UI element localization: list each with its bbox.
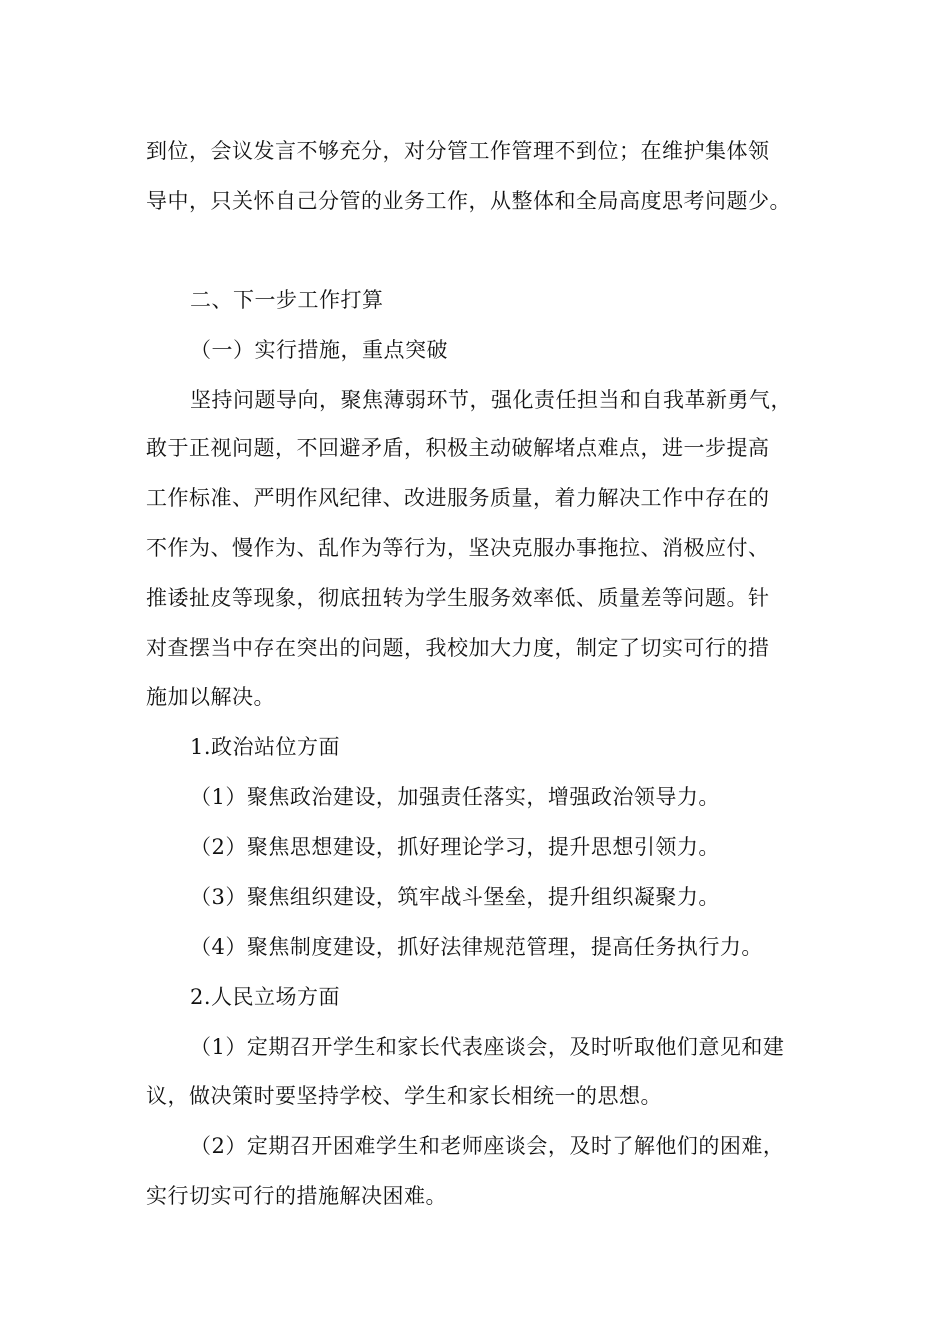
body-text-line: 工作标准、严明作风纪律、改进服务质量，着力解决工作中存在的: [146, 486, 770, 510]
subsection-heading: （一）实行措施，重点突破: [190, 338, 448, 362]
body-text-line: 导中，只关怀自己分管的业务工作，从整体和全局高度思考问题少。: [146, 189, 791, 213]
list-item: （2）聚焦思想建设，抓好理论学习，提升思想引领力。: [190, 835, 720, 859]
body-text-line: 不作为、慢作为、乱作为等行为，坚决克服办事拖拉、消极应付、: [146, 536, 770, 560]
list-item-continuation: 议，做决策时要坚持学校、学生和家长相统一的思想。: [146, 1084, 662, 1108]
body-text-line: 对查摆当中存在突出的问题，我校加大力度，制定了切实可行的措: [146, 636, 770, 660]
list-item: （3）聚焦组织建设，筑牢战斗堡垒，提升组织凝聚力。: [190, 885, 720, 909]
list-heading: 2.人民立场方面: [190, 985, 341, 1009]
body-text-line: 到位，会议发言不够充分，对分管工作管理不到位；在维护集体领: [146, 139, 770, 163]
list-item-continuation: 实行切实可行的措施解决困难。: [146, 1184, 447, 1208]
body-text-line: 推诿扯皮等现象，彻底扭转为学生服务效率低、质量差等问题。针: [146, 586, 770, 610]
body-text-line: 坚持问题导向，聚焦薄弱环节，强化责任担当和自我革新勇气，: [190, 388, 792, 412]
body-text-line: 施加以解决。: [146, 685, 275, 709]
body-text-line: 敢于正视问题，不回避矛盾，积极主动破解堵点难点，进一步提高: [146, 436, 770, 460]
list-item: （1）聚焦政治建设，加强责任落实，增强政治领导力。: [190, 785, 720, 809]
list-item: （1）定期召开学生和家长代表座谈会，及时听取他们意见和建: [190, 1035, 785, 1059]
list-item: （4）聚焦制度建设，抓好法律规范管理，提高任务执行力。: [190, 935, 763, 959]
list-heading: 1.政治站位方面: [190, 735, 341, 759]
section-heading: 二、下一步工作打算: [190, 288, 384, 312]
list-item: （2）定期召开困难学生和老师座谈会，及时了解他们的困难，: [190, 1134, 785, 1158]
